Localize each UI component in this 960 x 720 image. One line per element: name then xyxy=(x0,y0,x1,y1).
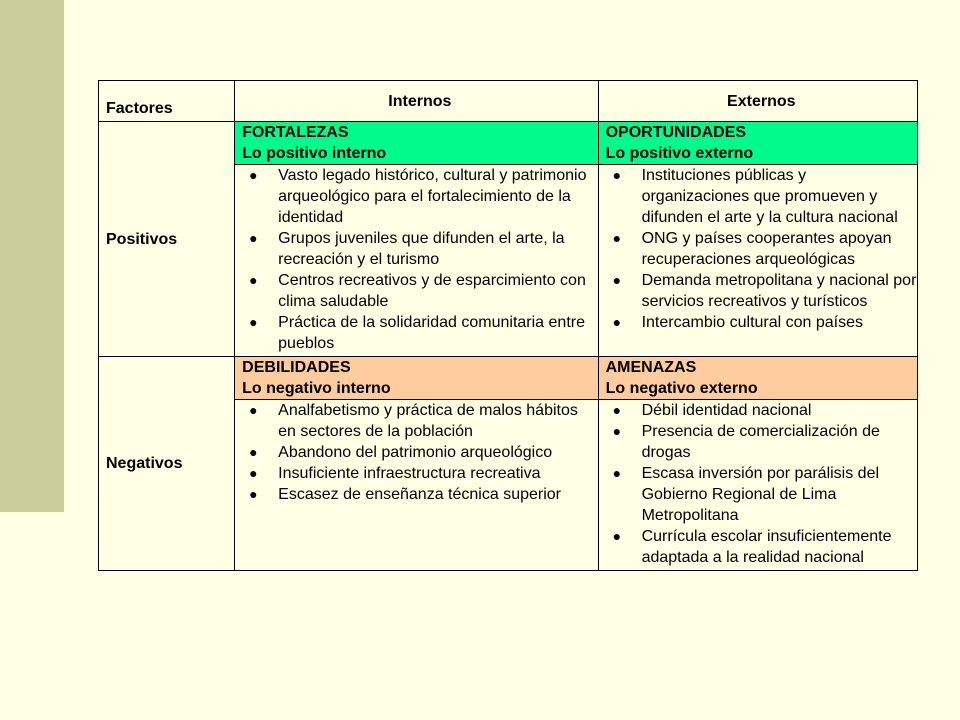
foda-table xyxy=(98,80,918,571)
amenazas-list xyxy=(606,400,917,568)
list-item xyxy=(606,400,917,421)
oportunidades-list xyxy=(606,165,917,333)
fortalezas-list-cell xyxy=(235,165,598,357)
positivos-subheader-row xyxy=(99,122,918,165)
amenazas-subtitle: Lo negativo externo xyxy=(605,380,758,397)
oportunidades-header xyxy=(598,122,917,165)
bullet-icon: ● xyxy=(612,465,622,481)
row-label-positivos: Positivos xyxy=(99,122,235,357)
list-item xyxy=(242,484,597,505)
debilidades-list-cell xyxy=(235,400,598,571)
list-item xyxy=(606,526,917,568)
list-item-text: Demanda metropolitana y nacional por servicios recreativos y turísticos xyxy=(641,272,917,310)
debilidades-subtitle: Lo negativo interno xyxy=(242,380,391,397)
bullet-icon: ● xyxy=(249,444,258,460)
header-internos: Internos xyxy=(235,81,598,122)
list-item-text: Analfabetismo y práctica de malos hábitos en sectores de la población xyxy=(278,402,578,440)
list-item xyxy=(606,312,917,333)
list-item xyxy=(606,228,917,270)
bullet-icon: ● xyxy=(249,314,258,330)
list-item xyxy=(606,463,917,526)
list-item xyxy=(242,442,597,463)
decorative-side-bar xyxy=(0,0,64,512)
bullet-icon: ● xyxy=(612,402,622,418)
negativos-subheader-row xyxy=(99,357,918,400)
bullet-icon: ● xyxy=(249,230,258,246)
fortalezas-title: FORTALEZAS xyxy=(242,124,349,141)
bullet-icon: ● xyxy=(249,465,258,481)
list-item-text: Insuficiente infraestructura recreativa xyxy=(278,465,541,482)
fortalezas-subtitle: Lo positivo interno xyxy=(242,145,387,162)
fortalezas-header xyxy=(235,122,598,165)
list-item xyxy=(606,270,917,312)
list-item-text: Escasez de enseñanza técnica superior xyxy=(278,486,561,503)
list-item xyxy=(242,400,597,442)
bullet-icon: ● xyxy=(249,402,258,418)
list-item-text: Vasto legado histórico, cultural y patrimonio arqueológico para el fortalecimiento de la identidad xyxy=(278,167,587,226)
debilidades-header xyxy=(235,357,598,400)
oportunidades-title: OPORTUNIDADES xyxy=(605,124,747,141)
debilidades-title: DEBILIDADES xyxy=(242,359,351,376)
debilidades-list xyxy=(242,400,597,505)
list-item-text: Instituciones públicas y organizaciones que promueven y difunden el arte y la cultura nacional xyxy=(641,167,898,226)
list-item xyxy=(242,165,597,228)
list-item-text: Abandono del patrimonio arqueológico xyxy=(278,444,553,461)
list-item xyxy=(606,421,917,463)
list-item-text: Grupos juveniles que difunden el arte, la recreación y el turismo xyxy=(278,230,565,268)
bullet-icon: ● xyxy=(612,167,622,183)
bullet-icon: ● xyxy=(612,314,622,330)
list-item-text: Centros recreativos y de esparcimiento con clima saludable xyxy=(278,272,586,310)
list-item-text: Práctica de la solidaridad comunitaria entre pueblos xyxy=(278,314,585,352)
list-item-text: Currícula escolar insuficientemente adaptada a la realidad nacional xyxy=(641,528,892,566)
list-item-text: ONG y países cooperantes apoyan recuperaciones arqueológicas xyxy=(641,230,892,268)
header-row xyxy=(99,81,918,122)
list-item xyxy=(242,312,597,354)
bullet-icon: ● xyxy=(612,272,622,288)
list-item-text: Presencia de comercialización de drogas xyxy=(641,423,880,461)
header-externos: Externos xyxy=(598,81,917,122)
fortalezas-list xyxy=(242,165,597,354)
amenazas-list-cell xyxy=(598,400,917,571)
oportunidades-list-cell xyxy=(598,165,917,357)
bullet-icon: ● xyxy=(249,272,258,288)
list-item xyxy=(606,165,917,228)
list-item-text: Escasa inversión por parálisis del Gobierno Regional de Lima Metropolitana xyxy=(641,465,880,524)
bullet-icon: ● xyxy=(249,486,258,502)
amenazas-header xyxy=(598,357,917,400)
amenazas-title: AMENAZAS xyxy=(605,359,697,376)
list-item-text: Débil identidad nacional xyxy=(641,402,812,419)
list-item xyxy=(242,270,597,312)
list-item xyxy=(242,228,597,270)
oportunidades-subtitle: Lo positivo externo xyxy=(605,145,754,162)
list-item xyxy=(242,463,597,484)
row-label-negativos: Negativos xyxy=(99,357,235,571)
bullet-icon: ● xyxy=(612,230,622,246)
header-factores: Factores xyxy=(99,81,235,122)
list-item-text: Intercambio cultural con países xyxy=(641,314,864,331)
bullet-icon: ● xyxy=(612,423,622,439)
bullet-icon: ● xyxy=(612,528,622,544)
bullet-icon: ● xyxy=(249,167,258,183)
